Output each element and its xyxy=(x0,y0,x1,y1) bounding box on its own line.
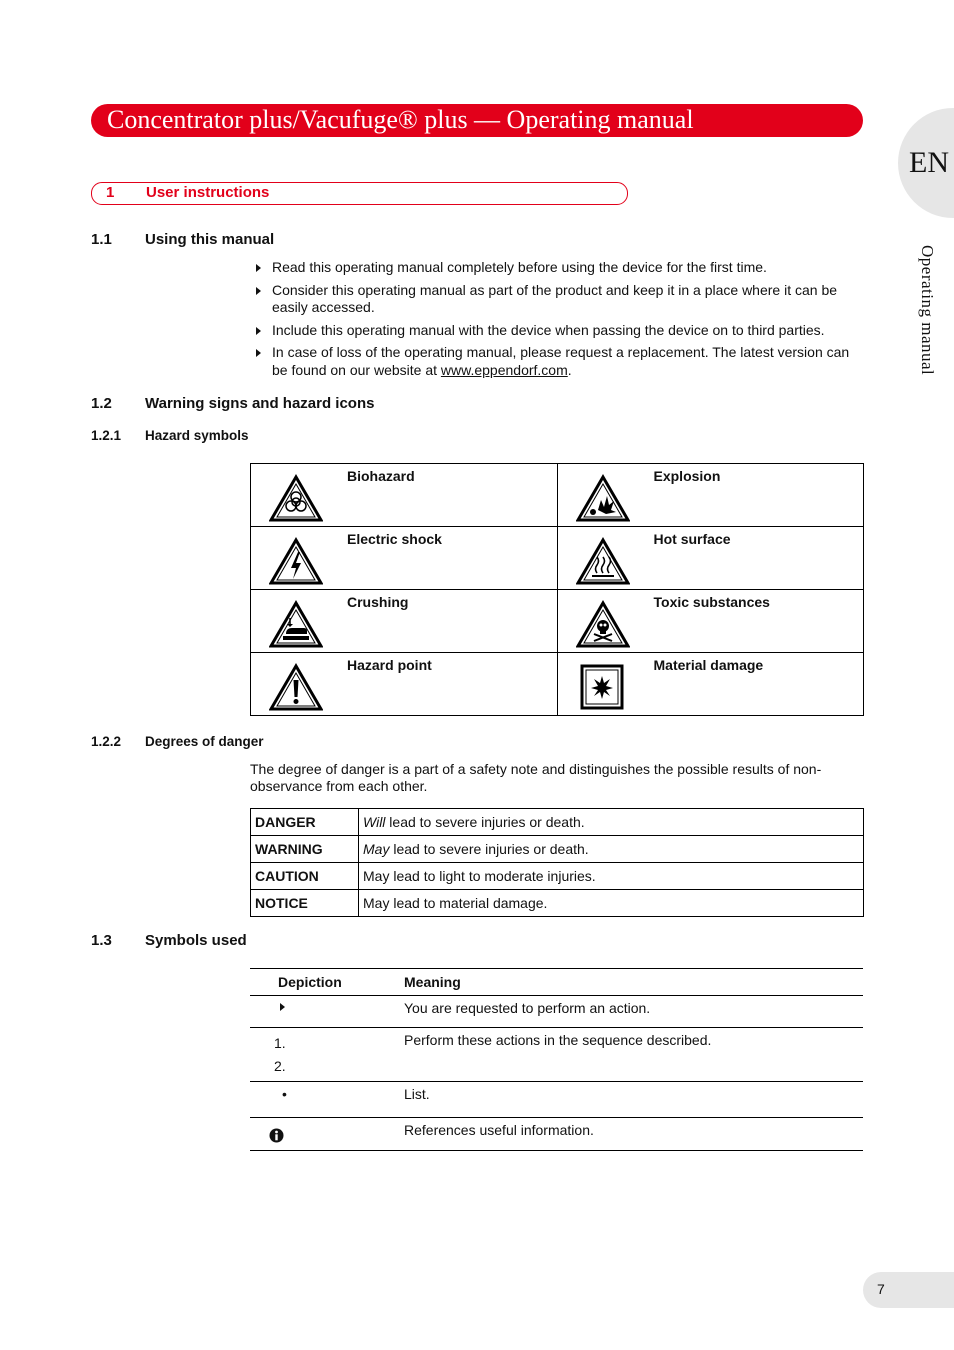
instruction-list xyxy=(256,259,866,384)
table-row xyxy=(250,1028,863,1082)
list-item xyxy=(256,282,866,317)
column-header-meaning: Meaning xyxy=(404,969,863,996)
description-text: lead to severe injuries or death. xyxy=(389,841,589,857)
table-row xyxy=(250,1118,863,1151)
hazard-cell xyxy=(557,653,864,716)
toxic-icon xyxy=(576,600,630,648)
danger-description xyxy=(359,836,864,863)
electric-shock-icon xyxy=(269,537,323,585)
header-bar xyxy=(91,104,863,137)
meaning-cell: Perform these actions in the sequence described. xyxy=(404,1028,863,1082)
section-number-1-1: 1.1 xyxy=(91,231,112,248)
danger-intro-text: The degree of danger is a part of a safety note and distinguishes the possible results of non-observance from each other. xyxy=(250,761,822,794)
action-arrow-icon xyxy=(280,1003,285,1011)
emphasis-word: May xyxy=(363,841,390,857)
section-title-1-2-1: Hazard symbols xyxy=(145,428,249,443)
hazard-label: Hazard point xyxy=(347,657,432,673)
section-number-1-2: 1.2 xyxy=(91,395,112,412)
danger-description xyxy=(359,809,864,836)
hazard-label: Hot surface xyxy=(653,531,731,547)
emphasis-word: Will xyxy=(363,814,386,830)
table-row xyxy=(250,996,863,1028)
hazard-cell xyxy=(557,590,864,653)
list-item-text: Include this operating manual with the device when passing the device on to third parties. xyxy=(272,321,825,338)
action-arrow-icon xyxy=(256,287,261,295)
hazard-label: Biohazard xyxy=(347,468,415,484)
danger-level: DANGER xyxy=(251,809,359,836)
hazard-point-icon xyxy=(269,663,323,711)
section-title-1-2-2: Degrees of danger xyxy=(145,734,264,749)
hazard-cell xyxy=(251,527,558,590)
page-number: 7 xyxy=(877,1281,885,1297)
crushing-icon xyxy=(269,600,323,648)
list-item xyxy=(256,344,866,379)
website-link[interactable]: www.eppendorf.com xyxy=(440,361,568,378)
table-row xyxy=(251,809,864,836)
symbols-table xyxy=(250,968,863,1151)
section-title-1-1: Using this manual xyxy=(145,231,275,248)
chapter-number: 1 xyxy=(106,184,115,201)
danger-level: CAUTION xyxy=(251,863,359,890)
description-text: May lead to light to moderate injuries. xyxy=(363,868,596,884)
description-text: lead to severe injuries or death. xyxy=(385,814,585,830)
chapter-title: User instructions xyxy=(146,184,270,201)
depiction-cell xyxy=(250,996,404,1028)
list-item-text: Read this operating manual completely before using the device for the first time. xyxy=(272,259,767,275)
meaning-cell: List. xyxy=(404,1082,863,1118)
info-icon xyxy=(269,1128,284,1143)
danger-description xyxy=(359,890,864,917)
hazard-label: Material damage xyxy=(653,657,764,673)
hazard-cell xyxy=(251,464,558,527)
list-item-text: Consider this operating manual as part of the product and keep it in a place where it can be easily accessed. xyxy=(272,281,838,315)
list-item xyxy=(256,322,866,340)
column-header-depiction: Depiction xyxy=(250,969,404,996)
step-number: 2. xyxy=(274,1058,286,1074)
depiction-cell xyxy=(250,1118,404,1151)
section-number-1-2-2: 1.2.2 xyxy=(91,734,122,749)
hazard-cell xyxy=(557,464,864,527)
danger-level: WARNING xyxy=(251,836,359,863)
list-item xyxy=(256,259,866,277)
document-title: Concentrator plus/Vacufuge® plus — Operating manual xyxy=(107,105,694,134)
hot-surface-icon xyxy=(576,537,630,585)
hazard-label: Toxic substances xyxy=(653,594,770,610)
chapter-heading xyxy=(91,182,628,205)
hazard-label: Crushing xyxy=(347,594,409,610)
step-number: 1. xyxy=(274,1035,286,1051)
table-header-row xyxy=(250,969,863,996)
hazard-symbols-table xyxy=(250,463,864,716)
danger-levels-table xyxy=(250,808,864,917)
table-row xyxy=(250,1082,863,1118)
table-row xyxy=(251,890,864,917)
hazard-cell xyxy=(251,653,558,716)
action-arrow-icon xyxy=(256,349,261,357)
hazard-label: Electric shock xyxy=(347,531,442,547)
biohazard-icon xyxy=(269,474,323,522)
table-row xyxy=(251,836,864,863)
language-code: EN xyxy=(909,146,949,179)
meaning-cell: You are requested to perform an action. xyxy=(404,996,863,1028)
section-title-1-3: Symbols used xyxy=(145,932,247,949)
hazard-cell xyxy=(251,590,558,653)
danger-description xyxy=(359,863,864,890)
hazard-label: Explosion xyxy=(653,468,721,484)
action-arrow-icon xyxy=(256,264,261,272)
table-row xyxy=(251,863,864,890)
action-arrow-icon xyxy=(256,327,261,335)
section-title-1-2: Warning signs and hazard icons xyxy=(145,395,375,412)
section-number-1-2-1: 1.2.1 xyxy=(91,428,122,443)
danger-level: NOTICE xyxy=(251,890,359,917)
list-item-text-end: . xyxy=(567,361,572,378)
hazard-cell xyxy=(557,527,864,590)
list-item-text: In case of loss of the operating manual, please request a replacement. The latest version can be found on our website at xyxy=(272,344,850,378)
explosion-icon xyxy=(576,474,630,522)
meaning-cell: References useful information. xyxy=(404,1118,863,1151)
material-damage-icon xyxy=(576,663,630,711)
section-side-label: Operating manual xyxy=(918,245,937,376)
depiction-cell xyxy=(250,1028,404,1082)
description-text: May lead to material damage. xyxy=(363,895,548,911)
list-bullet-cell: • xyxy=(250,1082,404,1118)
section-number-1-3: 1.3 xyxy=(91,932,112,949)
